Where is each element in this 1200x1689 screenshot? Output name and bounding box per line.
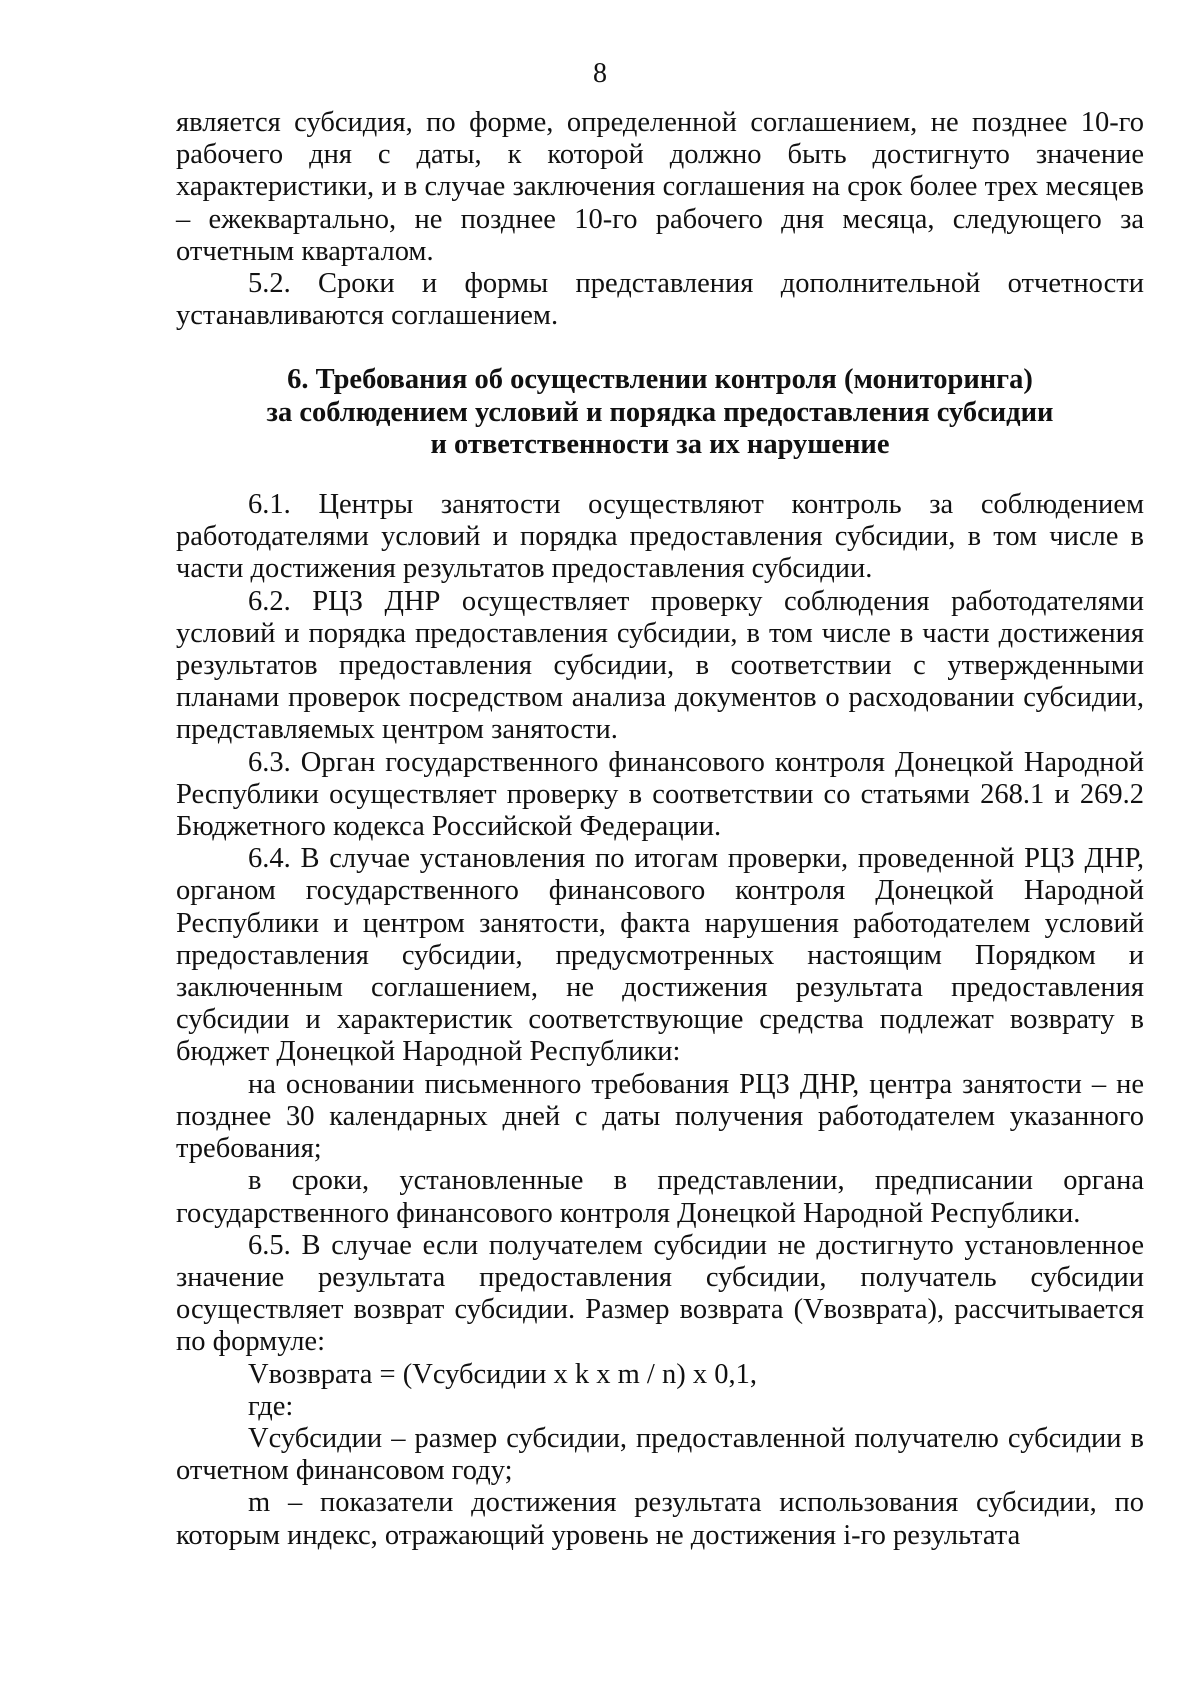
heading-line-3: и ответственности за их нарушение xyxy=(430,428,890,460)
section-6-heading xyxy=(176,364,1144,461)
paragraph-6-1: 6.1. Центры занятости осуществляют контроль за соблюдением работодателями условий и порядка предоставления субсидии, в том числе в части достижения результатов предоставления субсидии. xyxy=(176,489,1144,585)
definition-v-subsidy: Vсубсидии – размер субсидии, предоставленной получателю субсидии в отчетном финансовом году; xyxy=(176,1422,1144,1487)
paragraph-continuation: является субсидия, по форме, определенной соглашением, не позднее 10-го рабочего дня с даты, к которой должно быть достигнуто значение характеристики, и в случае заключения соглашения на срок более трех месяцев – ежеквартально, не позднее 10-го рабочего дня месяца, следующего за отчетным кварталом. xyxy=(176,107,1144,267)
heading-line-2: за соблюдением условий и порядка предоставления субсидии xyxy=(266,396,1054,428)
paragraph-6-4: 6.4. В случае установления по итогам проверки, проведенной РЦЗ ДНР, органом государственного финансового контроля Донецкой Народной Республики и центром занятости, факта нарушения работодателем условий предоставления субсидии, предусмотренных настоящим Порядком и заключенным соглашением, не достижения результата предоставления субсидии и характеристик соответствующие средства подлежат возврату в бюджет Донецкой Народной Республики: xyxy=(176,843,1144,1068)
page-number: 8 xyxy=(593,58,607,89)
formula-where: где: xyxy=(248,1390,294,1422)
paragraph-6-2: 6.2. РЦЗ ДНР осуществляет проверку соблюдения работодателями условий и порядка предоставления субсидии, в том числе в части достижения результатов предоставления субсидии, в соответствии с утвержденными планами проверок посредством анализа документов о расходовании субсидии, представляемых центром занятости. xyxy=(176,585,1144,746)
document-body xyxy=(176,107,1144,1552)
paragraph-6-5: 6.5. В случае если получателем субсидии не достигнуто установленное значение результата предоставления субсидии, получатель субсидии осуществляет возврат субсидии. Размер возврата (Vвозврата), рассчитывается по формуле: xyxy=(176,1229,1144,1358)
paragraph-6-3: 6.3. Орган государственного финансового контроля Донецкой Народной Республики осуществляет проверку в соответствии со статьями 268.1 и 269.2 Бюджетного кодекса Российской Федерации. xyxy=(176,746,1144,843)
heading-line-1: 6. Требования об осуществлении контроля (мониторинга) xyxy=(287,364,1033,396)
paragraph-6-4-item-a: на основании письменного требования РЦЗ ДНР, центра занятости – не позднее 30 календарных дней с даты получения работодателем указанного требования; xyxy=(176,1068,1144,1165)
definition-m: m – показатели достижения результата использования субсидии, по которым индекс, отражающий уровень не достижения i-го результата xyxy=(176,1487,1144,1551)
paragraph-6-4-item-b: в сроки, установленные в представлении, предписании органа государственного финансового контроля Донецкой Народной Республики. xyxy=(176,1165,1144,1229)
paragraph-5-2: 5.2. Сроки и формы представления дополнительной отчетности устанавливаются соглашением. xyxy=(176,268,1144,332)
return-formula: Vвозврата = (Vсубсидии x k x m / n) x 0,1, xyxy=(248,1358,757,1390)
